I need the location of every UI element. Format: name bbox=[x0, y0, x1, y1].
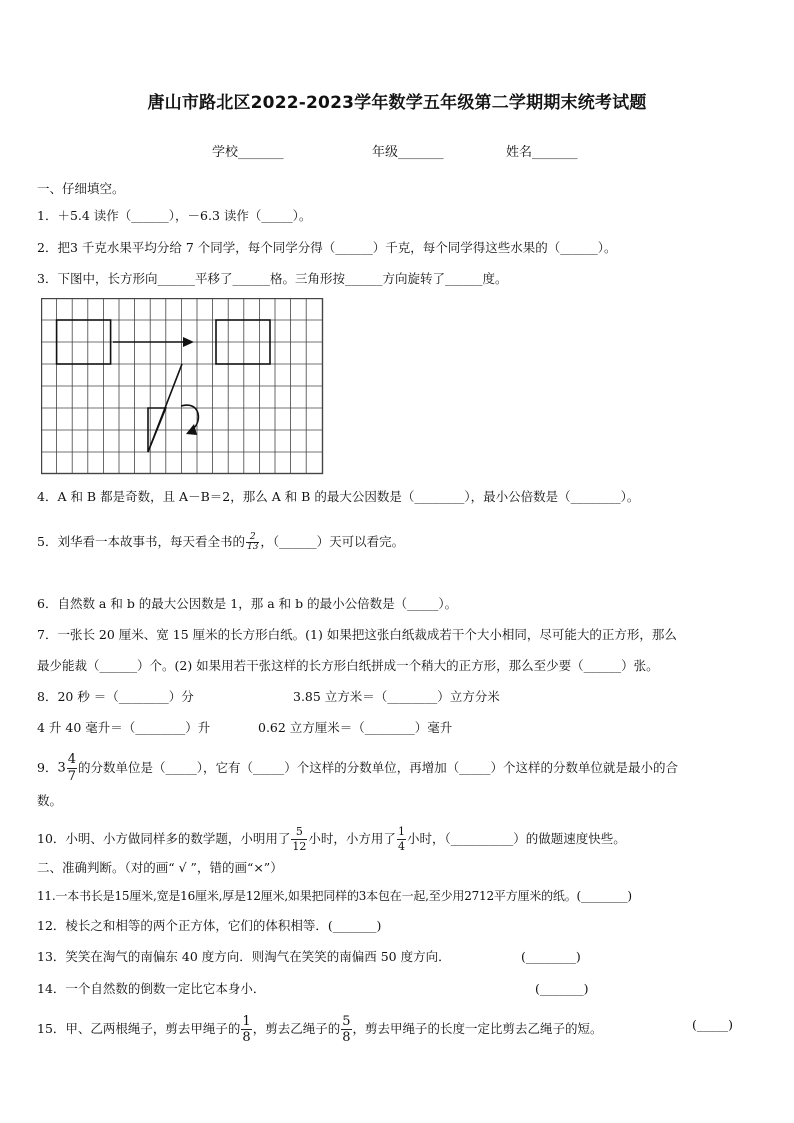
translation-rotation-grid bbox=[41, 298, 325, 476]
question-9-line-2: 数。 bbox=[37, 793, 63, 808]
question-11: 11.一本书长是15厘米,宽是16厘米,厚是12厘米,如果把同样的3本包在一起,至少用2712平方厘米的纸。(________) bbox=[37, 889, 632, 903]
question-1: 1．＋5.4 读作（______），－6.3 读作（_____）。 bbox=[37, 208, 312, 223]
question-10-text-mid: 小时，小方用了 bbox=[308, 831, 396, 846]
question-13: 13．笑笑在淘气的南偏东 40 度方向．则淘气在笑笑的南偏西 50 度方向． bbox=[37, 949, 451, 964]
section-heading-judge: 二、准确判断。（对的画“ √ ”，错的画“×”） bbox=[37, 860, 283, 875]
mixed-number-whole: 3 bbox=[57, 760, 66, 776]
question-7-line-2: 最少能裁（______）个。(2) 如果用若干张这样的长方形白纸拼成一个稍大的正方形，那么至少要（______）张。 bbox=[37, 658, 659, 673]
grid-lines bbox=[41, 298, 323, 474]
question-5 bbox=[37, 533, 404, 552]
question-15 bbox=[37, 1014, 603, 1045]
question-3: 3．下图中，长方形向______平移了______格。三角形按______方向旋转了______度。 bbox=[37, 271, 508, 286]
translation-arrow-head bbox=[183, 337, 194, 347]
fraction bbox=[241, 1014, 251, 1045]
numerator: 5 bbox=[291, 825, 307, 840]
question-8-c: 4 升 40 毫升＝（________）升 bbox=[37, 720, 211, 735]
question-9-text: 的分数单位是（_____），它有（_____）个这样的分数单位，再增加（_____）个这样的分数单位就是最小的合 bbox=[78, 760, 679, 775]
question-8-a: 8．20 秒 ＝（________）分 bbox=[37, 689, 194, 704]
question-2: 2．把3 千克水果平均分给 7 个同学，每个同学分得（______）千克，每个同学得这些水果的（______）。 bbox=[37, 240, 617, 255]
numerator: 4 bbox=[67, 752, 77, 767]
question-6: 6．自然数 a 和 b 的最大公因数是 1，那 a 和 b 的最小公倍数是（_____）。 bbox=[37, 596, 458, 611]
grade-field: 年级_______ bbox=[372, 145, 444, 160]
rotation-arrow bbox=[181, 405, 198, 430]
denominator: 13 bbox=[246, 542, 259, 552]
numerator: 1 bbox=[397, 825, 405, 838]
question-5-text: 5．刘华看一本故事书，每天看全书的 bbox=[37, 534, 245, 549]
denominator: 8 bbox=[342, 1030, 351, 1045]
numerator: 5 bbox=[342, 1014, 351, 1029]
question-15-text-end: ，剪去甲绳子的长度一定比剪去乙绳子的短。 bbox=[352, 1021, 603, 1036]
fraction bbox=[341, 1014, 351, 1045]
school-field: 学校_______ bbox=[212, 145, 284, 160]
fraction bbox=[67, 752, 77, 785]
question-12: 12．棱长之和相等的两个正方体，它们的体积相等．(_______) bbox=[37, 918, 382, 933]
question-13-blank: (________) bbox=[521, 949, 581, 964]
question-4: 4．A 和 B 都是奇数，且 A－B＝2，那么 A 和 B 的最大公因数是（________），最小公倍数是（________）。 bbox=[37, 489, 640, 504]
question-7-line-1: 7．一张长 20 厘米、宽 15 厘米的长方形白纸。(1) 如果把这张白纸裁成若干个大小相同，尽可能大的正方形，那么 bbox=[37, 627, 677, 642]
question-15-text-mid: ，剪去乙绳子的 bbox=[252, 1021, 341, 1036]
question-8-d: 0.62 立方厘米＝（________）毫升 bbox=[258, 720, 453, 735]
fraction bbox=[246, 533, 259, 552]
page-title: 唐山市路北区2022-2023学年数学五年级第二学期期末统考试题 bbox=[147, 93, 647, 113]
question-8-b: 3.85 立方米＝（________）立方分米 bbox=[293, 689, 500, 704]
question-9 bbox=[37, 752, 678, 785]
numerator: 2 bbox=[246, 533, 259, 543]
question-10-text: 10．小明、小方做同样多的数学题，小明用了 bbox=[37, 831, 291, 846]
fraction bbox=[291, 825, 307, 854]
denominator: 12 bbox=[292, 840, 307, 853]
question-10-text-end: 小时，（__________）的做题速度快些。 bbox=[406, 831, 626, 846]
question-10 bbox=[37, 825, 626, 854]
name-field: 姓名_______ bbox=[506, 145, 578, 160]
question-5-text-end: ，（______）天可以看完。 bbox=[260, 534, 405, 549]
denominator: 7 bbox=[67, 769, 77, 784]
numerator: 1 bbox=[242, 1014, 251, 1029]
section-heading-fill: 一、仔细填空。 bbox=[37, 181, 125, 196]
question-14-blank: (_______) bbox=[535, 981, 589, 996]
fraction bbox=[397, 825, 406, 854]
denominator: 8 bbox=[242, 1030, 251, 1045]
question-14: 14．一个自然数的倒数一定比它本身小． bbox=[37, 981, 266, 996]
question-15-blank: (_____) bbox=[692, 1017, 734, 1032]
question-9-number: 9． bbox=[37, 760, 58, 775]
denominator: 4 bbox=[397, 840, 405, 853]
question-15-text: 15．甲、乙两根绳子，剪去甲绳子的 bbox=[37, 1021, 241, 1036]
